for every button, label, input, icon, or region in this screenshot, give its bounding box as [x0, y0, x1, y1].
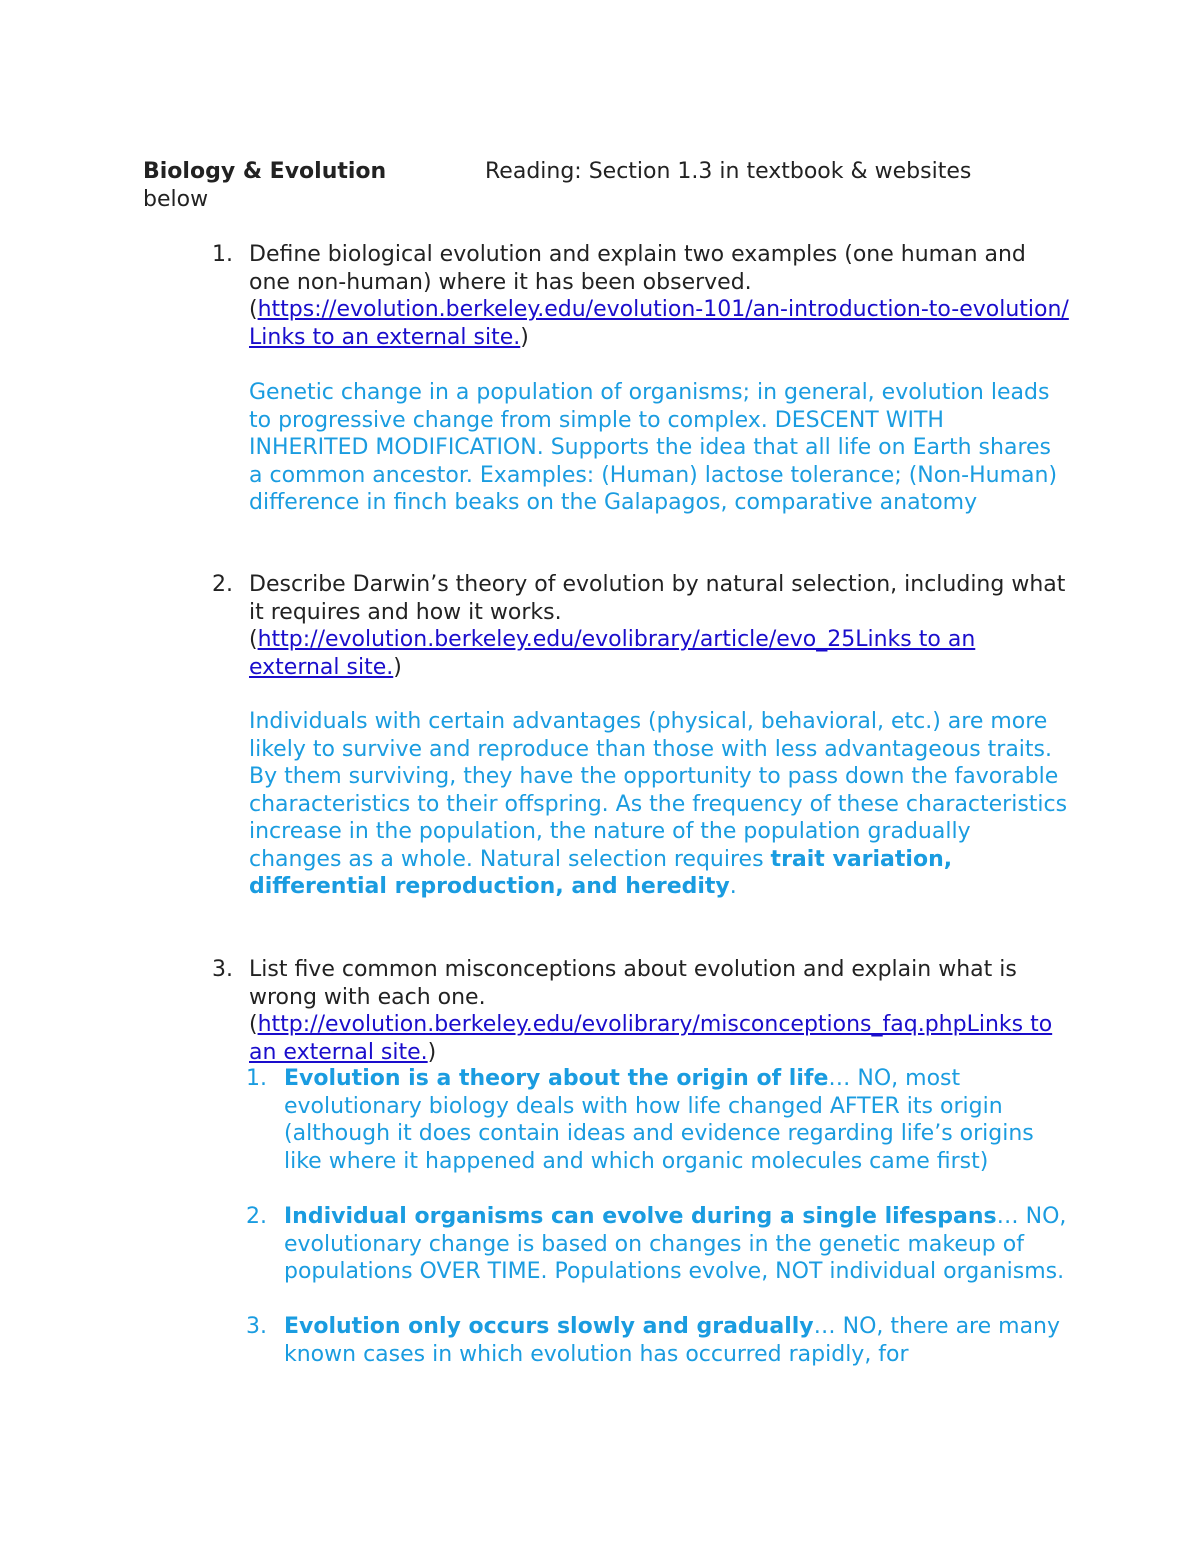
reading-assignment: Reading: Section 1.3 in textbook & websites — [485, 159, 972, 184]
document-header — [143, 158, 1073, 213]
misconception-number: 3. — [246, 1314, 267, 1339]
misconception-explanation: … NO, most evolutionary biology deals with how life changed AFTER its origin (although it does contain ideas and evidence regarding life’s origins like where it happened and which organic molecules came first) — [284, 1066, 1034, 1174]
answer-1: Genetic change in a population of organisms; in general, evolution leads to progressive change from simple to complex. DESCENT WITH INHERITED MODIFICATION. Supports the idea that all life on Earth shares a common ancestor. Examples: (Human) lactose tolerance; (Non-Human) difference in finch beaks on the Galapagos, comparative anatomy — [249, 380, 1058, 515]
misconception-3 — [246, 1313, 1069, 1368]
misconception-statement: Individual organisms can evolve during a single lifespans — [284, 1204, 997, 1229]
misconception-1 — [246, 1065, 1069, 1175]
answer-2 — [249, 708, 1069, 901]
question-link[interactable]: http://evolution.berkeley.edu/evolibrary/article/evo_25Links to an external site. — [249, 627, 976, 680]
question-link[interactable]: http://evolution.berkeley.edu/evolibrary/misconceptions_faq.phpLinks to an external site. — [249, 1012, 1053, 1065]
answer-period: . — [729, 874, 737, 899]
answer-text: Individuals with certain advantages (physical, behavioral, etc.) are more likely to survive and reproduce than those with less advantageous traits. By them surviving, they have the opportunity to pass down the favorable characteristics to their offspring. As the frequency of these characteristics increase in the population, the nature of the population gradually changes as a whole. Natural selection requires — [249, 709, 1068, 872]
course-title: Biology & Evolution — [143, 159, 387, 184]
misconception-explanation: … NO, evolutionary change is based on changes in the genetic makeup of populations OVER TIME. Populations evolve, NOT individual organisms. — [284, 1204, 1067, 1284]
paren-open: ( — [249, 1012, 258, 1037]
question-3 — [212, 956, 1069, 1066]
question-link[interactable]: https://evolution.berkeley.edu/evolution-101/an-introduction-to-evolution/Links to an external site. — [249, 297, 1069, 350]
misconception-number: 2. — [246, 1204, 267, 1229]
paren-close: ) — [393, 654, 402, 680]
misconception-statement: Evolution only occurs slowly and gradually — [284, 1314, 814, 1339]
question-number: 2. — [212, 572, 233, 597]
paren-open: ( — [249, 297, 258, 322]
misconception-explanation: … NO, there are many known cases in which evolution has occurred rapidly, for — [284, 1314, 1061, 1367]
paren-open: ( — [249, 627, 258, 652]
misconception-number: 1. — [246, 1066, 267, 1091]
question-prompt: Describe Darwin’s theory of evolution by natural selection, including what it requires and how it works. — [249, 572, 1066, 625]
question-prompt: List five common misconceptions about evolution and explain what is wrong with each one. — [249, 957, 1017, 1010]
reading-assignment-continued: below — [143, 186, 209, 212]
question-prompt: Define biological evolution and explain two examples (one human and one non-human) where it has been observed. — [249, 242, 1026, 295]
paren-close: ) — [520, 324, 529, 350]
misconception-2 — [246, 1203, 1069, 1286]
answer-emphasis: trait variation, differential reproduction, and heredity — [249, 846, 953, 899]
paren-close: ) — [427, 1039, 437, 1065]
misconception-statement: Evolution is a theory about the origin of life — [284, 1066, 829, 1091]
question-number: 1. — [212, 242, 233, 267]
question-1 — [212, 241, 1069, 351]
question-number: 3. — [212, 957, 233, 982]
question-2 — [212, 571, 1069, 681]
